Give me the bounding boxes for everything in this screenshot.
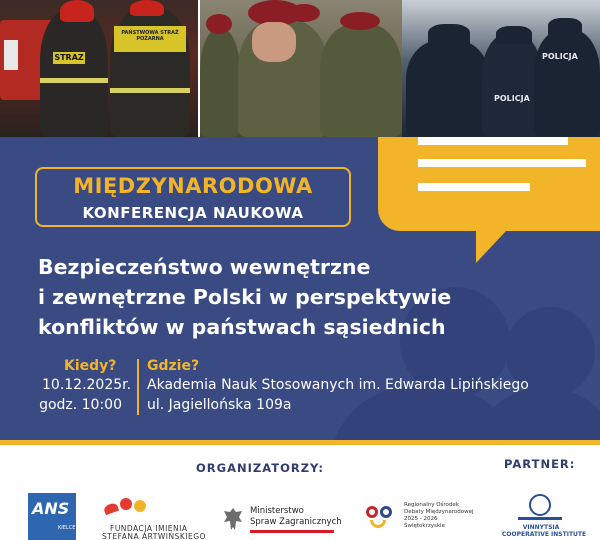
soldiers-photo [200,0,402,137]
fundacja-line-1: FUNDACJA IMIENIA [110,524,188,533]
firefighters-photo [0,0,198,137]
fundacja-line-2: STEFANA ARTWIŃSKIEGO [102,532,206,540]
fire-tag: STRAZ [54,53,84,62]
conference-type-line-1: MIĘDZYNARODOWA [73,174,313,198]
event-date: 10.12.2025r. [42,377,132,393]
conference-title [38,252,508,342]
organizers-label: ORGANIZATORZY: [196,461,324,475]
ans-logo [28,493,76,540]
where-label: Gdzie? [147,358,200,374]
partner-label: PARTNER: [504,457,576,471]
event-panel [0,137,600,440]
event-time: godz. 10:00 [39,397,122,413]
conference-type-line-2: KONFERENCJA NAUKOWA [82,204,304,222]
vci-line-1: VINNYTSIA [522,524,560,531]
conference-title-line: konfliktów w państwach sąsiednich [38,315,446,339]
vci-line-2: COOPERATIVE INSTITUTE [502,531,587,538]
vci-logo [502,494,587,540]
rod-line-1: Regionalny Ośrodek [404,502,459,508]
ministry-line-2: Spraw Zagranicznych [250,517,342,527]
ministry-logo [222,504,342,538]
venue-address: ul. Jagiellońska 109a [147,397,292,413]
rod-logo [366,502,486,540]
accent-divider [0,440,600,445]
rod-line-3: 2025 - 2026 [404,516,438,522]
conference-title-line: Bezpieczeństwo wewnętrzne [38,255,371,279]
when-label: Kiedy? [64,358,117,374]
rod-line-2: Debaty Międzynarodowej [404,509,474,515]
conference-type-box [35,167,351,227]
police-tag-1: POLICJA [494,94,530,103]
polish-eagle-icon [222,506,244,532]
police-photo [402,0,600,137]
ans-logo-sub: KIELCE [58,525,76,531]
ans-logo-text: ANS [32,499,70,518]
police-tag-2: POLICJA [542,52,578,61]
venue-name: Akademia Nauk Stosowanych im. Edwarda Lipińskiego [147,377,529,393]
rod-line-4: Świętokrzyskie [404,523,445,529]
fundacja-logo [102,498,206,540]
fire-jacket-label: PAŃSTWOWA STRAŻ POŻARNA [121,30,179,42]
info-divider [137,359,139,415]
header-photo-strip [0,0,600,137]
conference-title-line: i zewnętrzne Polski w perspektywie [38,285,452,309]
ministry-line-1: Ministerstwo [250,506,304,516]
